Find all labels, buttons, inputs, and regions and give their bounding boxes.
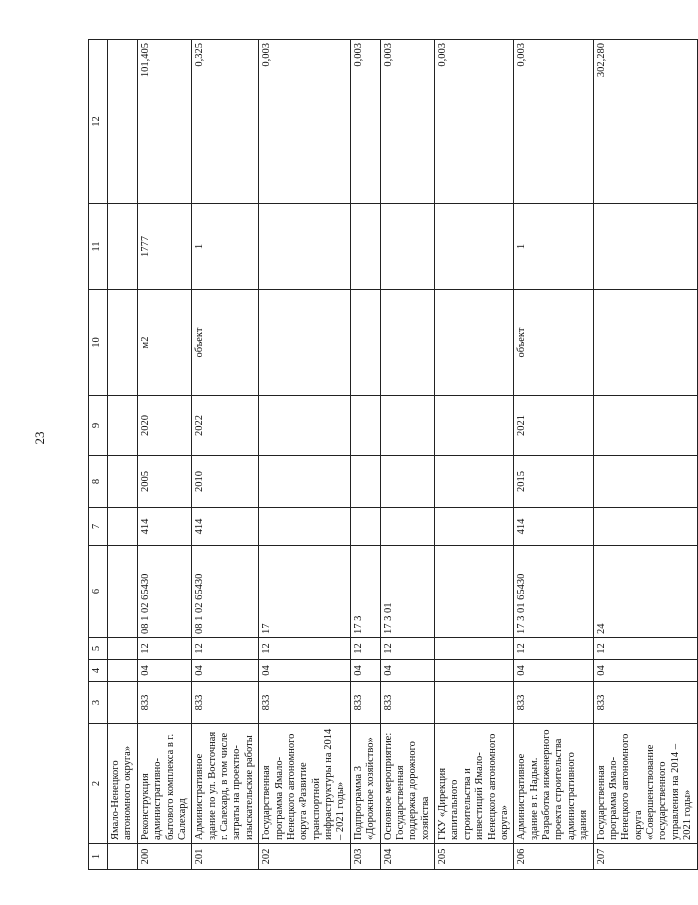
table-cell-col-8 — [350, 456, 380, 508]
table-cell-col-9 — [593, 396, 697, 456]
table-row — [350, 40, 380, 870]
table-cell-col-8 — [593, 456, 697, 508]
table-cell-col-8 — [380, 456, 435, 508]
table-cell-col-9 — [435, 396, 514, 456]
table-cell-col-6: 17 — [259, 546, 351, 638]
table-cell-col-9: 2021 — [514, 396, 593, 456]
table-cell-col-1: 202 — [259, 844, 351, 870]
table-cell-col-6: 17 3 — [350, 546, 380, 638]
table-cell-col-3: 833 — [514, 682, 593, 724]
table-cell-col-1: 207 — [593, 844, 697, 870]
column-header-1: 1 — [89, 844, 108, 870]
table-cell-col-9: 2020 — [137, 396, 192, 456]
table-cell-col-12 — [108, 40, 138, 204]
column-header-2: 2 — [89, 724, 108, 844]
table-cell-col-6: 24 — [593, 546, 697, 638]
table-cell-col-4: 04 — [192, 660, 259, 682]
table-cell-col-6: 17 3 01 — [380, 546, 435, 638]
table-cell-col-8: 2010 — [192, 456, 259, 508]
table-cell-col-5: 12 — [514, 638, 593, 660]
table-cell-col-5: 12 — [137, 638, 192, 660]
table-cell-col-5 — [435, 638, 514, 660]
table-cell-col-4 — [108, 660, 138, 682]
table-cell-col-1: 206 — [514, 844, 593, 870]
table-cell-col-10 — [259, 290, 351, 396]
table-cell-col-9 — [108, 396, 138, 456]
table-cell-col-1 — [108, 844, 138, 870]
table-cell-col-7 — [108, 508, 138, 546]
table-cell-col-5: 12 — [259, 638, 351, 660]
table-cell-col-3: 833 — [350, 682, 380, 724]
table-cell-col-7 — [593, 508, 697, 546]
column-header-10: 10 — [89, 290, 108, 396]
table-cell-col-10: м2 — [137, 290, 192, 396]
table-cell-col-12: 0,003 — [380, 40, 435, 204]
table-cell-col-10 — [350, 290, 380, 396]
column-header-4: 4 — [89, 660, 108, 682]
table-cell-col-12: 0,325 — [192, 40, 259, 204]
table-cell-col-1: 200 — [137, 844, 192, 870]
table-cell-col-1: 204 — [380, 844, 435, 870]
table-cell-col-2: ГКУ «Дирекция капитального строительства и инвестиций Ямало-Ненецкого автономного округа» — [435, 724, 514, 844]
table-cell-col-12: 302,280 — [593, 40, 697, 204]
table-cell-col-9 — [380, 396, 435, 456]
table-cell-col-7 — [350, 508, 380, 546]
table-cell-col-7: 414 — [137, 508, 192, 546]
table-cell-col-8 — [435, 456, 514, 508]
table-cell-col-3: 833 — [192, 682, 259, 724]
table-cell-col-11: 1777 — [137, 204, 192, 290]
table-cell-col-11 — [259, 204, 351, 290]
column-header-11: 11 — [89, 204, 108, 290]
table-cell-col-11: 1 — [192, 204, 259, 290]
table-cell-col-5: 12 — [593, 638, 697, 660]
table-row — [514, 40, 593, 870]
table-cell-col-1: 203 — [350, 844, 380, 870]
table-cell-col-6: 08 1 02 65430 — [137, 546, 192, 638]
table-cell-col-7 — [435, 508, 514, 546]
table-cell-col-4 — [435, 660, 514, 682]
table-cell-col-11 — [350, 204, 380, 290]
table-cell-col-12: 0,003 — [435, 40, 514, 204]
column-header-5: 5 — [89, 638, 108, 660]
table-cell-col-1: 201 — [192, 844, 259, 870]
table-cell-col-5: 12 — [380, 638, 435, 660]
column-header-12: 12 — [89, 40, 108, 204]
table-cell-col-3: 833 — [593, 682, 697, 724]
column-header-6: 6 — [89, 546, 108, 638]
column-header-7: 7 — [89, 508, 108, 546]
table-row — [259, 40, 351, 870]
table-cell-col-2: Административное здание в г. Надым. Разработка инженерного проекта строительства административного здания — [514, 724, 593, 844]
table-cell-col-3: 833 — [259, 682, 351, 724]
table-cell-col-10: объект — [514, 290, 593, 396]
table-cell-col-3 — [435, 682, 514, 724]
table-cell-col-4: 04 — [514, 660, 593, 682]
table-cell-col-7: 414 — [192, 508, 259, 546]
table-cell-col-11 — [593, 204, 697, 290]
table-cell-col-4: 04 — [350, 660, 380, 682]
table-cell-col-11: 1 — [514, 204, 593, 290]
table-cell-col-2: Административное здание по ул. Восточная г. Салехард, в том числе затраты на проектно-изыскательские работы — [192, 724, 259, 844]
table-cell-col-12: 0,003 — [514, 40, 593, 204]
table-cell-col-10 — [435, 290, 514, 396]
table-body — [108, 40, 698, 870]
table-row — [380, 40, 435, 870]
table-row — [137, 40, 192, 870]
table-cell-col-7 — [380, 508, 435, 546]
table-cell-col-3: 833 — [380, 682, 435, 724]
table-cell-col-12: 0,003 — [350, 40, 380, 204]
budget-table — [88, 39, 698, 870]
table-cell-col-10 — [380, 290, 435, 396]
table-cell-col-8 — [259, 456, 351, 508]
table-cell-col-8: 2015 — [514, 456, 593, 508]
table-row — [593, 40, 697, 870]
table-cell-col-6: 08 1 02 65430 — [192, 546, 259, 638]
table-cell-col-6 — [108, 546, 138, 638]
table-cell-col-6: 17 3 01 65430 — [514, 546, 593, 638]
table-cell-col-2: Реконструкция административно-бытового комплекса в г. Салехард — [137, 724, 192, 844]
table-cell-col-4: 04 — [259, 660, 351, 682]
table-cell-col-5: 12 — [350, 638, 380, 660]
table-cell-col-11 — [108, 204, 138, 290]
table-cell-col-11 — [435, 204, 514, 290]
table-cell-col-9: 2022 — [192, 396, 259, 456]
table-row — [192, 40, 259, 870]
table-row — [108, 40, 138, 870]
table-cell-col-4: 04 — [137, 660, 192, 682]
table-cell-col-2: Подпрограмма 3 «Дорожное хозяйство» — [350, 724, 380, 844]
table-cell-col-8 — [108, 456, 138, 508]
header-row — [89, 40, 108, 870]
table-cell-col-2: Основное мероприятие: Государственная поддержка дорожного хозяйства — [380, 724, 435, 844]
table-cell-col-12: 101,405 — [137, 40, 192, 204]
table-cell-col-7: 414 — [514, 508, 593, 546]
column-header-9: 9 — [89, 396, 108, 456]
page-number: 23 — [32, 431, 47, 445]
table-cell-col-4: 04 — [593, 660, 697, 682]
table-row — [435, 40, 514, 870]
table-cell-col-2: Государственная программа Ямало-Ненецкого автономного округа «Совершенствование государственного управления на 2014 – 2021 годы» — [593, 724, 697, 844]
table-cell-col-10 — [593, 290, 697, 396]
table-cell-col-8: 2005 — [137, 456, 192, 508]
table-cell-col-11 — [380, 204, 435, 290]
table-cell-col-2: Государственная программа Ямало-Ненецкого автономного округа «Развитие транспортной инфраструктуры на 2014 – 2021 годы» — [259, 724, 351, 844]
column-header-3: 3 — [89, 682, 108, 724]
table-cell-col-6 — [435, 546, 514, 638]
table-cell-col-9 — [350, 396, 380, 456]
table-cell-col-10: объект — [192, 290, 259, 396]
table-cell-col-4: 04 — [380, 660, 435, 682]
rotated-table-container — [88, 40, 694, 870]
table-cell-col-10 — [108, 290, 138, 396]
column-header-8: 8 — [89, 456, 108, 508]
table-cell-col-5: 12 — [192, 638, 259, 660]
table-cell-col-3 — [108, 682, 138, 724]
table-cell-col-9 — [259, 396, 351, 456]
table-cell-col-3: 833 — [137, 682, 192, 724]
table-cell-col-7 — [259, 508, 351, 546]
table-cell-col-1: 205 — [435, 844, 514, 870]
table-cell-col-12: 0,003 — [259, 40, 351, 204]
table-cell-col-5 — [108, 638, 138, 660]
table-cell-col-2: Ямало-Ненецкого автономного округа» — [108, 724, 138, 844]
